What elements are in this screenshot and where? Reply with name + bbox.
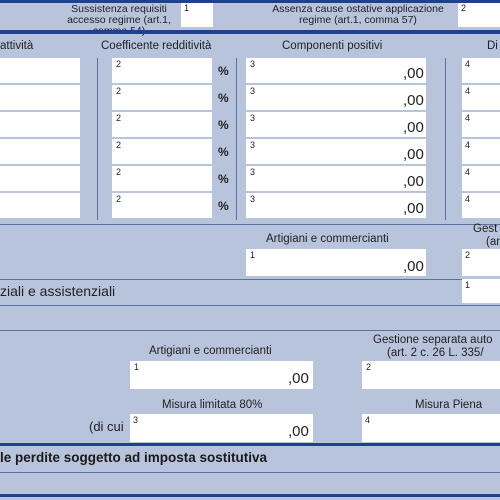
assistenziali-field[interactable] [462,279,500,303]
ostative-label: Assenza cause ostative applicazione regime (art.1, comma 57) [272,3,444,26]
row-divider [97,58,98,220]
next-code: 4 [465,59,471,69]
section-line-2 [0,330,500,331]
coefficiente-field[interactable] [112,139,212,164]
percent-sign: % [218,172,229,186]
percent-sign: % [218,118,229,132]
componenti-code: 3 [250,59,256,69]
col-di: Di [487,40,498,52]
componenti-field[interactable] [246,85,426,110]
gestione-sub: (ar [486,236,500,248]
componenti-field[interactable] [246,58,426,83]
percent-sign: % [218,199,229,213]
coefficiente-field[interactable] [112,85,212,110]
rows-bottom-line [0,224,500,225]
contributi-artigiani-code: 1 [250,250,256,260]
componenti-code: 3 [250,194,256,204]
next-code: 4 [465,167,471,177]
assistenziali-code: 1 [465,280,471,290]
componenti-value: ,00 [403,92,424,109]
row-divider [445,58,446,220]
ostative-field[interactable] [458,3,500,27]
misura-piena-field[interactable] [362,414,500,442]
next-code: 4 [465,113,471,123]
attivita-field[interactable] [0,166,80,191]
coefficiente-field[interactable] [112,112,212,137]
coefficiente-field[interactable] [112,166,212,191]
gestione-code: 2 [465,250,471,260]
next-code: 4 [465,140,471,150]
coefficiente-code: 2 [116,86,122,96]
coefficiente-code: 2 [116,59,122,69]
componenti-field[interactable] [246,112,426,137]
next-field[interactable] [462,166,500,191]
coefficiente-field[interactable] [112,193,212,218]
gestione-field[interactable] [462,249,500,276]
coefficiente-code: 2 [116,113,122,123]
section2-artigiani-label: Artigiani e commercianti [149,345,272,357]
contributi-artigiani-label: Artigiani e commercianti [266,233,389,245]
col-componenti: Componenti positivi [282,40,383,52]
misura-piena-code: 4 [365,415,371,425]
section-line-1 [0,305,500,306]
percent-sign: % [218,91,229,105]
gestione-label: Gest [473,223,498,235]
section2-gestione-sub: (art. 2 c. 26 L. 335/ [387,347,484,359]
misura-limitata-code: 3 [133,415,139,425]
componenti-value: ,00 [403,173,424,190]
attivita-field[interactable] [0,112,80,137]
componenti-field[interactable] [246,193,426,218]
percent-sign: % [218,145,229,159]
componenti-code: 3 [250,113,256,123]
componenti-field[interactable] [246,139,426,164]
percent-sign: % [218,64,229,78]
col-coefficiente: Coefficente redditività [101,40,212,52]
coefficiente-code: 2 [116,194,122,204]
header-divider [0,30,500,34]
requisiti-label: Sussistenza requisiti accesso regime (art.1, [67,3,171,26]
bottom-border [0,494,500,497]
attivita-field[interactable] [0,58,80,83]
footer-line [0,472,500,473]
row-divider [236,58,237,220]
coefficiente-code: 2 [116,167,122,177]
section2-artigiani-value: ,00 [288,370,309,387]
next-field[interactable] [462,85,500,110]
section2-gestione-field[interactable] [362,361,500,389]
componenti-field[interactable] [246,166,426,191]
attivita-field[interactable] [0,193,80,218]
next-field[interactable] [462,139,500,164]
next-field[interactable] [462,58,500,83]
componenti-value: ,00 [403,146,424,163]
next-code: 4 [465,194,471,204]
ostative-code: 2 [461,3,467,13]
contributi-artigiani-value: ,00 [403,258,424,275]
requisiti-field[interactable] [181,3,213,27]
coefficiente-field[interactable] [112,58,212,83]
attivita-field[interactable] [0,85,80,110]
componenti-value: ,00 [403,200,424,217]
componenti-code: 3 [250,167,256,177]
next-field[interactable] [462,112,500,137]
misura-limitata-label: Misura limitata 80% [162,399,263,411]
section2-gestione-label: Gestione separata auto [373,334,493,346]
misura-limitata-field[interactable] [130,414,313,442]
section2-gestione-code: 2 [366,362,372,372]
componenti-value: ,00 [403,65,424,82]
assistenziali-top-line [0,279,500,280]
misura-limitata-value: ,00 [288,423,309,440]
di-cui-label: (di cui [89,419,124,434]
attivita-field[interactable] [0,139,80,164]
assistenziali-label: ziali e assistenziali [0,283,116,299]
col-attivita: attività [0,40,34,52]
next-field[interactable] [462,193,500,218]
coefficiente-code: 2 [116,140,122,150]
perdite-label: le perdite soggetto ad imposta sostitutiva [0,450,268,465]
componenti-value: ,00 [403,119,424,136]
misura-piena-label: Misura Piena [415,399,483,411]
componenti-code: 3 [250,86,256,96]
next-code: 4 [465,86,471,96]
section2-artigiani-code: 1 [134,362,140,372]
footer-top-bar [0,443,500,446]
section2-artigiani-field[interactable] [130,361,313,389]
requisiti-code: 1 [184,3,190,13]
componenti-code: 3 [250,140,256,150]
contributi-artigiani-field[interactable] [246,249,426,276]
